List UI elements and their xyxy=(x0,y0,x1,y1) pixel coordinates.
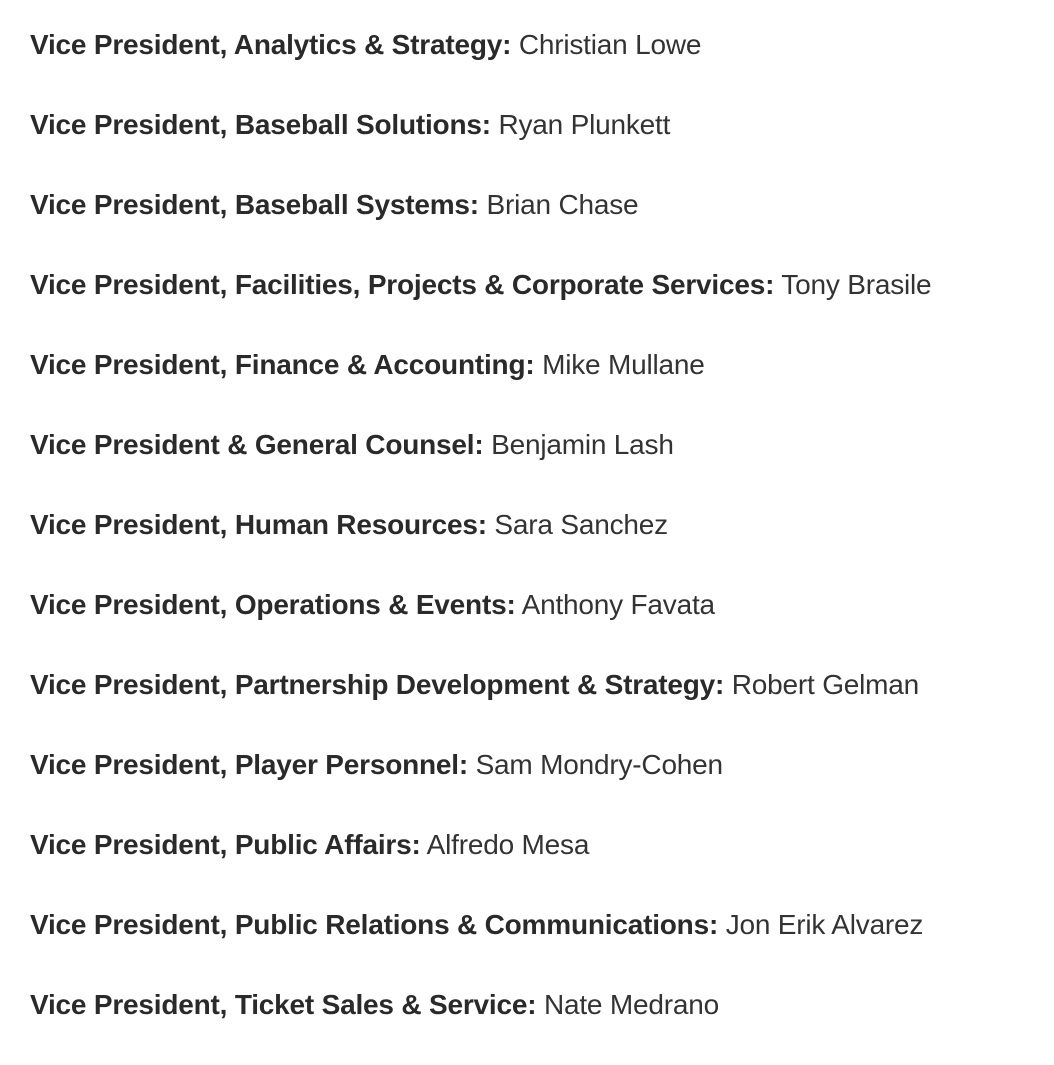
staff-entry xyxy=(30,665,931,745)
staff-entry xyxy=(30,905,931,985)
staff-name: Sam Mondry-Cohen xyxy=(475,749,723,780)
staff-name: Christian Lowe xyxy=(518,29,702,60)
staff-name: Robert Gelman xyxy=(731,669,920,700)
staff-entry xyxy=(30,825,931,905)
staff-entry xyxy=(30,425,931,505)
staff-title: Vice President, Partnership Development & Strategy: xyxy=(30,669,725,700)
staff-name: Alfredo Mesa xyxy=(426,829,590,860)
staff-title: Vice President, Baseball Systems: xyxy=(30,189,479,220)
staff-name: Nate Medrano xyxy=(543,989,719,1020)
staff-title: Vice President, Operations & Events: xyxy=(30,589,516,620)
staff-title: Vice President, Analytics & Strategy: xyxy=(30,29,512,60)
staff-name: Jon Erik Alvarez xyxy=(725,909,924,940)
staff-entry xyxy=(30,985,931,1065)
staff-entry xyxy=(30,105,931,185)
staff-name: Mike Mullane xyxy=(542,349,705,380)
staff-name: Brian Chase xyxy=(486,189,639,220)
staff-title: Vice President, Finance & Accounting: xyxy=(30,349,535,380)
staff-title: Vice President & General Counsel: xyxy=(30,429,484,460)
staff-entry xyxy=(30,585,931,665)
staff-title: Vice President, Facilities, Projects & Corporate Services: xyxy=(30,269,775,300)
staff-name: Sara Sanchez xyxy=(494,509,668,540)
staff-title: Vice President, Player Personnel: xyxy=(30,749,468,780)
staff-name: Tony Brasile xyxy=(781,269,932,300)
staff-entry xyxy=(30,345,931,425)
staff-title: Vice President, Public Relations & Communications: xyxy=(30,909,719,940)
staff-title: Vice President, Public Affairs: xyxy=(30,829,421,860)
staff-entry xyxy=(30,25,931,105)
staff-directory-list xyxy=(30,25,931,1065)
staff-title: Vice President, Ticket Sales & Service: xyxy=(30,989,537,1020)
staff-entry xyxy=(30,505,931,585)
staff-name: Anthony Favata xyxy=(521,589,715,620)
staff-title: Vice President, Human Resources: xyxy=(30,509,487,540)
staff-entry xyxy=(30,185,931,265)
staff-entry xyxy=(30,265,931,345)
staff-name: Ryan Plunkett xyxy=(498,109,671,140)
staff-entry xyxy=(30,745,931,825)
staff-name: Benjamin Lash xyxy=(491,429,674,460)
staff-title: Vice President, Baseball Solutions: xyxy=(30,109,491,140)
